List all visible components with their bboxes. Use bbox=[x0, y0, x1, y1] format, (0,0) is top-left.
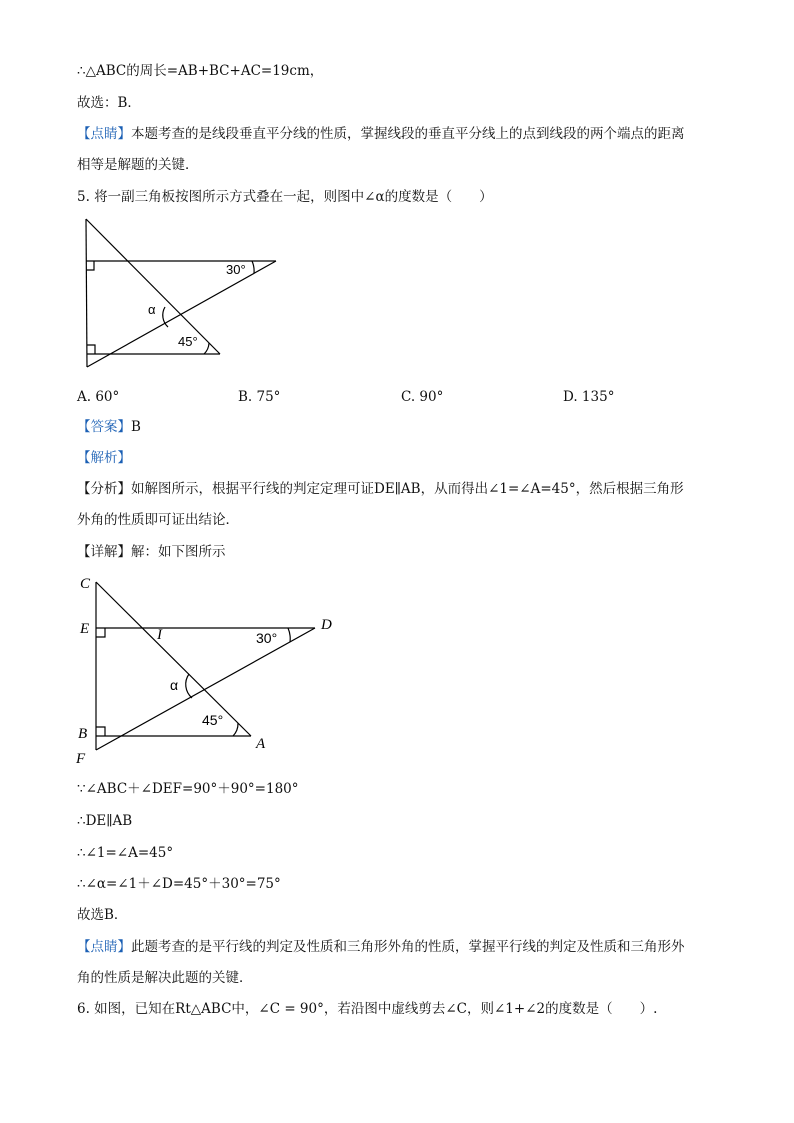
fig2-label-30: 30° bbox=[256, 630, 278, 646]
fig2-label-45: 45° bbox=[202, 712, 224, 728]
jiexi-line bbox=[77, 448, 131, 468]
fig2-arc-30 bbox=[288, 628, 290, 642]
fig2-label-alpha: α bbox=[170, 677, 179, 693]
xiangjie-tag: 【详解】 bbox=[77, 544, 131, 560]
jiexi-tag: 【解析】 bbox=[77, 450, 131, 466]
answer-line bbox=[77, 417, 141, 437]
option-a: A. 60° bbox=[77, 389, 120, 405]
fenxi-line-1 bbox=[77, 479, 684, 499]
dianjing-line-2: 相等是解题的关键． bbox=[77, 157, 199, 173]
step-5: 故选B． bbox=[77, 907, 128, 923]
option-c: C. 90° bbox=[401, 389, 444, 405]
question-5: 5. 将一副三角板按图所示方式叠在一起，则图中∠α的度数是（ ） bbox=[77, 189, 493, 205]
fig2-point-d: D bbox=[321, 617, 332, 633]
fig1-hypotenuse-45 bbox=[86, 219, 220, 354]
step-4: ∴∠α=∠1＋∠D=45°＋30°=75° bbox=[77, 876, 281, 892]
dianjing2-line-1 bbox=[77, 937, 685, 957]
figure-1 bbox=[80, 215, 280, 375]
xiangjie-line bbox=[77, 542, 226, 562]
fig1-hypotenuse-30 bbox=[87, 261, 276, 367]
fenxi-text-1: 如解图所示，根据平行线的判定定理可证DE∥AB，从而得出∠1=∠A=45°，然后根据三角形 bbox=[131, 481, 684, 497]
fenxi-line-2: 外角的性质即可证出结论． bbox=[77, 512, 239, 528]
dianjing-line-1 bbox=[77, 124, 685, 144]
fig2-line-ca bbox=[96, 582, 251, 736]
fig2-point-i: I bbox=[157, 627, 162, 643]
fig1-right-angle-mark-bottom bbox=[87, 345, 95, 354]
fig1-label-alpha: α bbox=[148, 302, 156, 317]
fig2-point-e: E bbox=[80, 621, 90, 637]
fig1-label-45: 45° bbox=[178, 334, 198, 349]
dianjing2-tag: 【点睛】 bbox=[77, 939, 131, 955]
fig2-arc-alpha bbox=[186, 674, 192, 698]
fig2-point-f: F bbox=[76, 751, 86, 767]
dianjing2-text: 此题考查的是平行线的判定及性质和三角形外角的性质，掌握平行线的判定及性质和三角形外 bbox=[131, 939, 685, 955]
figure-2 bbox=[75, 572, 345, 772]
fig2-right-angle-mark-b bbox=[96, 727, 105, 736]
fig1-label-30: 30° bbox=[226, 262, 246, 277]
fig2-right-angle-mark-e bbox=[96, 628, 105, 637]
xiangjie-text: 解：如下图所示 bbox=[131, 544, 226, 560]
step-3: ∴∠1=∠A=45° bbox=[77, 845, 174, 861]
step-2: ∴DE∥AB bbox=[77, 813, 133, 829]
fig2-line-df bbox=[96, 628, 315, 750]
fig1-right-angle-mark-top bbox=[86, 261, 94, 270]
fig1-arc-45 bbox=[204, 343, 209, 354]
text-line-1: ∴△ABC的周长=AB+BC+AC=19cm， bbox=[77, 63, 324, 79]
answer-tag: 【答案】 bbox=[77, 419, 131, 435]
answer-value: B bbox=[131, 419, 141, 435]
fig1-arc-30 bbox=[252, 261, 254, 273]
fig2-point-b: B bbox=[78, 726, 88, 742]
step-1: ∵∠ABC＋∠DEF=90°＋90°=180° bbox=[77, 781, 299, 797]
fig2-point-c: C bbox=[80, 576, 91, 592]
fenxi-tag: 【分析】 bbox=[77, 481, 131, 497]
fig2-arc-45 bbox=[233, 723, 238, 736]
dianjing-text: 本题考查的是线段垂直平分线的性质，掌握线段的垂直平分线上的点到线段的两个端点的距离 bbox=[131, 126, 685, 142]
dianjing-tag: 【点睛】 bbox=[77, 126, 131, 142]
option-d: D. 135° bbox=[563, 389, 615, 405]
question-6: 6. 如图，已知在Rt△ABC中，∠C = 90°，若沿图中虚线剪去∠C，则∠1+∠2的度数是（ ）. bbox=[77, 1001, 658, 1017]
fig1-vertical-line bbox=[86, 219, 87, 367]
text-line-2: 故选：B． bbox=[77, 95, 141, 111]
dianjing2-line-2: 角的性质是解决此题的关键． bbox=[77, 970, 253, 986]
fig2-point-a: A bbox=[256, 736, 266, 752]
option-b: B. 75° bbox=[238, 389, 281, 405]
